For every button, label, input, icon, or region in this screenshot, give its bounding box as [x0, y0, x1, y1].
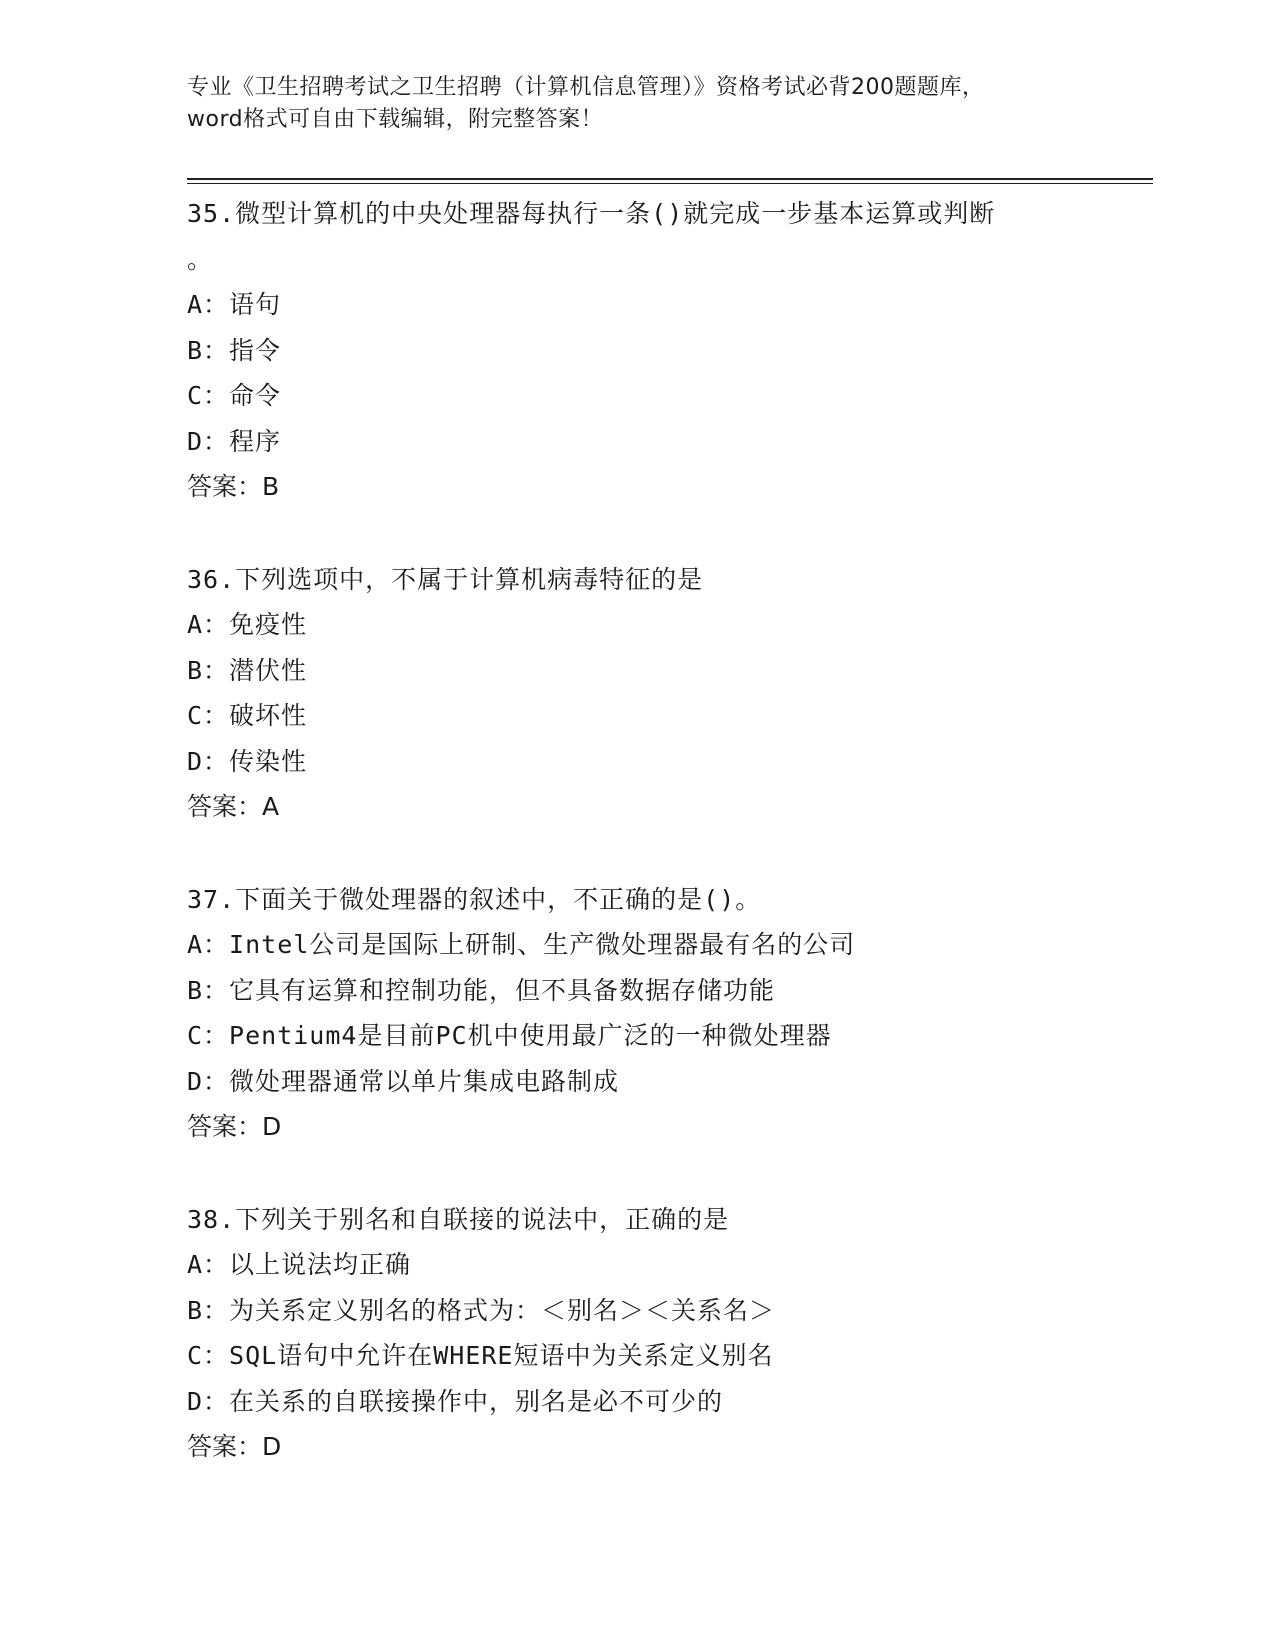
header-line-2: word格式可自由下载编辑，附完整答案！ — [187, 107, 604, 132]
answer-label: 答案：D — [187, 1112, 282, 1141]
header-line-1: 专业《卫生招聘考试之卫生招聘（计算机信息管理）》资格考试必背200题题库， — [187, 75, 985, 100]
question-stem: 35.微型计算机的中央处理器每执行一条()就完成一步基本运算或判断 — [187, 199, 996, 228]
document-header — [187, 72, 1087, 136]
question-list — [187, 191, 1147, 1470]
option-d: D：程序 — [187, 426, 282, 456]
answer-label: 答案：D — [187, 1432, 282, 1461]
option-c: C：破坏性 — [187, 701, 308, 730]
option-c: C：Pentium4是目前PC机中使用最广泛的一种微处理器 — [187, 1021, 832, 1050]
option-b: B：它具有运算和控制功能，但不具备数据存储功能 — [187, 975, 776, 1005]
option-a: A：语句 — [187, 290, 282, 319]
option-a: A：以上说法均正确 — [187, 1250, 412, 1279]
question-36 — [187, 557, 1147, 830]
option-a: A：Intel公司是国际上研制、生产微处理器最有名的公司 — [187, 930, 856, 959]
question-stem-continuation: 。 — [187, 244, 214, 274]
answer-label: 答案：B — [187, 472, 280, 501]
question-stem: 38.下列关于别名和自联接的说法中，正确的是 — [187, 1204, 730, 1234]
header-divider-thin — [187, 183, 1153, 184]
question-35 — [187, 191, 1147, 510]
option-b: B：指令 — [187, 335, 282, 365]
option-b: B：为关系定义别名的格式为：＜别名＞＜关系名＞ — [187, 1295, 776, 1325]
option-c: C：命令 — [187, 381, 282, 410]
option-d: D：在关系的自联接操作中，别名是必不可少的 — [187, 1386, 724, 1416]
option-d: D：微处理器通常以单片集成电路制成 — [187, 1066, 620, 1096]
question-stem: 36.下列选项中，不属于计算机病毒特征的是 — [187, 564, 704, 594]
option-d: D：传染性 — [187, 746, 308, 776]
answer-label: 答案：A — [187, 792, 280, 821]
question-38 — [187, 1197, 1147, 1470]
question-stem: 37.下面关于微处理器的叙述中，不正确的是()。 — [187, 884, 762, 914]
option-b: B：潜伏性 — [187, 655, 308, 685]
option-c: C：SQL语句中允许在WHERE短语中为关系定义别名 — [187, 1341, 774, 1370]
question-37 — [187, 877, 1147, 1150]
option-a: A：免疫性 — [187, 610, 308, 639]
header-divider-thick — [187, 178, 1153, 180]
